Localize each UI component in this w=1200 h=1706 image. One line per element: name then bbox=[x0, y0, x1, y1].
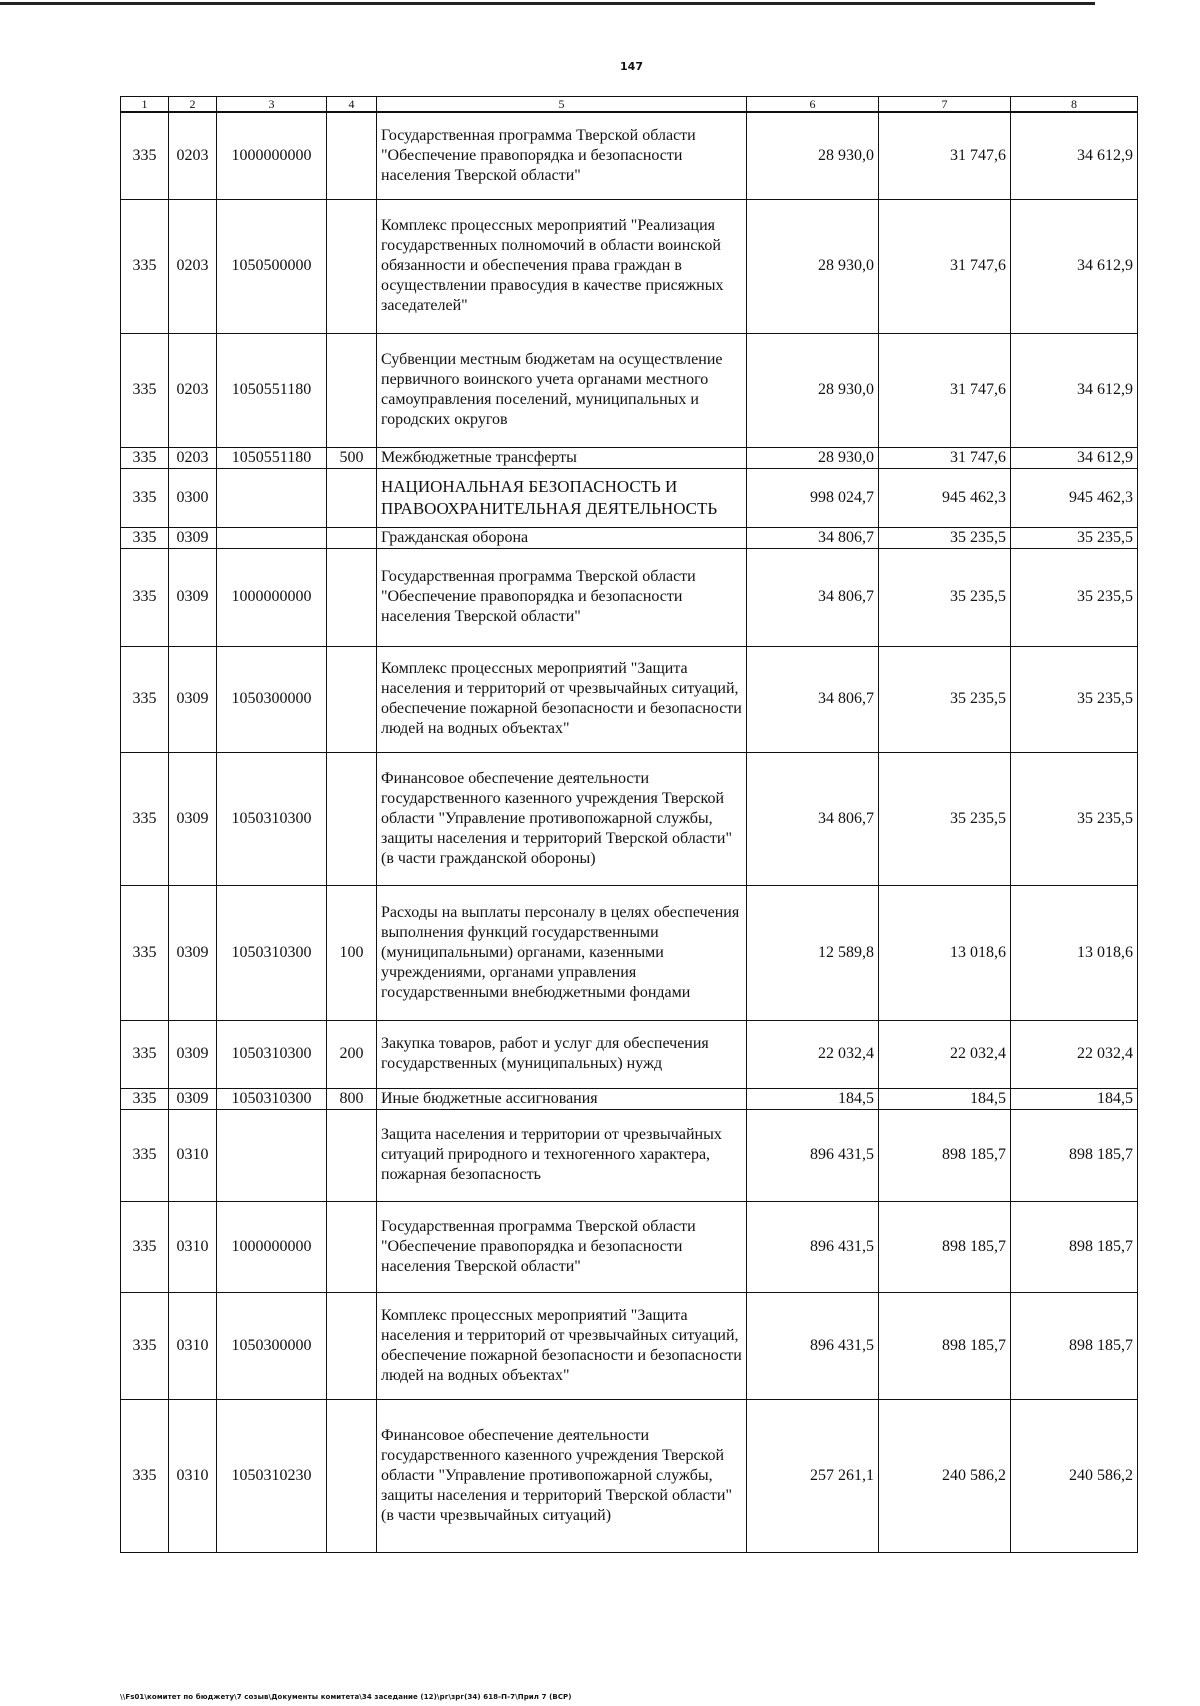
section-code-cell: 0203 bbox=[169, 447, 217, 468]
table-row bbox=[121, 646, 1138, 752]
amount-year2-cell: 35 235,5 bbox=[879, 646, 1011, 752]
table-row bbox=[121, 112, 1138, 199]
table-row bbox=[121, 1201, 1138, 1292]
description-cell: Гражданская оборона bbox=[377, 527, 747, 548]
description-cell: Иные бюджетные ассигнования bbox=[377, 1088, 747, 1109]
section-code-cell: 0203 bbox=[169, 112, 217, 199]
amount-year2-cell: 22 032,4 bbox=[879, 1020, 1011, 1088]
table-row bbox=[121, 447, 1138, 468]
target-code-cell: 1050310230 bbox=[217, 1399, 327, 1552]
amount-year3-cell: 184,5 bbox=[1011, 1088, 1138, 1109]
amount-year3-cell: 898 185,7 bbox=[1011, 1109, 1138, 1201]
admin-code-cell: 335 bbox=[121, 447, 169, 468]
column-header: 4 bbox=[327, 97, 377, 113]
target-code-cell bbox=[217, 527, 327, 548]
expense-type-cell bbox=[327, 548, 377, 646]
admin-code-cell: 335 bbox=[121, 112, 169, 199]
expense-type-cell bbox=[327, 646, 377, 752]
description-cell: Субвенции местным бюджетам на осуществление первичного воинского учета органами местного самоуправления поселений, муниципальных и городских округов bbox=[377, 333, 747, 447]
table-row bbox=[121, 333, 1138, 447]
admin-code-cell: 335 bbox=[121, 1088, 169, 1109]
description-cell: Финансовое обеспечение деятельности государственного казенного учреждения Тверской области "Управление противопожарной службы, защиты населения и территорий Тверской области" (в части чрезвычайных ситуаций) bbox=[377, 1399, 747, 1552]
target-code-cell bbox=[217, 1109, 327, 1201]
admin-code-cell: 335 bbox=[121, 1399, 169, 1552]
amount-year3-cell: 13 018,6 bbox=[1011, 885, 1138, 1020]
expense-type-cell bbox=[327, 199, 377, 333]
amount-year1-cell: 22 032,4 bbox=[747, 1020, 879, 1088]
top-border-line bbox=[0, 2, 1095, 5]
amount-year1-cell: 34 806,7 bbox=[747, 752, 879, 885]
amount-year2-cell: 35 235,5 bbox=[879, 548, 1011, 646]
amount-year3-cell: 34 612,9 bbox=[1011, 199, 1138, 333]
amount-year3-cell: 34 612,9 bbox=[1011, 333, 1138, 447]
section-code-cell: 0310 bbox=[169, 1109, 217, 1201]
amount-year1-cell: 896 431,5 bbox=[747, 1109, 879, 1201]
amount-year3-cell: 35 235,5 bbox=[1011, 752, 1138, 885]
expense-type-cell bbox=[327, 1201, 377, 1292]
target-code-cell: 1050310300 bbox=[217, 1020, 327, 1088]
amount-year2-cell: 184,5 bbox=[879, 1088, 1011, 1109]
budget-table bbox=[120, 96, 1138, 1553]
target-code-cell: 1000000000 bbox=[217, 548, 327, 646]
amount-year2-cell: 35 235,5 bbox=[879, 527, 1011, 548]
expense-type-cell: 200 bbox=[327, 1020, 377, 1088]
expense-type-cell bbox=[327, 468, 377, 527]
amount-year1-cell: 28 930,0 bbox=[747, 333, 879, 447]
amount-year1-cell: 28 930,0 bbox=[747, 112, 879, 199]
section-code-cell: 0203 bbox=[169, 333, 217, 447]
file-path-footer: \\Fs01\комитет по бюджету\7 созыв\Документы комитета\34 заседание (12)\рг\зрг(34) 618-П-7\Прил 7 (ВСР) bbox=[120, 1693, 572, 1701]
amount-year1-cell: 28 930,0 bbox=[747, 199, 879, 333]
table-row bbox=[121, 1088, 1138, 1109]
admin-code-cell: 335 bbox=[121, 752, 169, 885]
admin-code-cell: 335 bbox=[121, 527, 169, 548]
section-code-cell: 0309 bbox=[169, 1020, 217, 1088]
section-code-cell: 0309 bbox=[169, 548, 217, 646]
amount-year3-cell: 240 586,2 bbox=[1011, 1399, 1138, 1552]
amount-year2-cell: 31 747,6 bbox=[879, 112, 1011, 199]
table-row bbox=[121, 527, 1138, 548]
admin-code-cell: 335 bbox=[121, 1292, 169, 1399]
section-code-cell: 0310 bbox=[169, 1201, 217, 1292]
page-number: 147 bbox=[620, 60, 643, 73]
description-cell: Комплекс процессных мероприятий "Защита населения и территорий от чрезвычайных ситуаций, обеспечение пожарной безопасности и безопасности людей на водных объектах" bbox=[377, 646, 747, 752]
amount-year2-cell: 898 185,7 bbox=[879, 1292, 1011, 1399]
table-row bbox=[121, 468, 1138, 527]
amount-year2-cell: 240 586,2 bbox=[879, 1399, 1011, 1552]
target-code-cell: 1050310300 bbox=[217, 1088, 327, 1109]
amount-year1-cell: 28 930,0 bbox=[747, 447, 879, 468]
amount-year3-cell: 898 185,7 bbox=[1011, 1201, 1138, 1292]
table-header-row bbox=[121, 97, 1138, 113]
section-code-cell: 0203 bbox=[169, 199, 217, 333]
description-cell: Защита населения и территории от чрезвычайных ситуаций природного и техногенного характера, пожарная безопасность bbox=[377, 1109, 747, 1201]
description-cell: Межбюджетные трансферты bbox=[377, 447, 747, 468]
amount-year3-cell: 34 612,9 bbox=[1011, 447, 1138, 468]
admin-code-cell: 335 bbox=[121, 646, 169, 752]
expense-type-cell bbox=[327, 1109, 377, 1201]
amount-year1-cell: 998 024,7 bbox=[747, 468, 879, 527]
amount-year2-cell: 35 235,5 bbox=[879, 752, 1011, 885]
expense-type-cell bbox=[327, 1399, 377, 1552]
amount-year3-cell: 35 235,5 bbox=[1011, 646, 1138, 752]
amount-year1-cell: 34 806,7 bbox=[747, 527, 879, 548]
amount-year3-cell: 898 185,7 bbox=[1011, 1292, 1138, 1399]
amount-year2-cell: 31 747,6 bbox=[879, 333, 1011, 447]
amount-year3-cell: 34 612,9 bbox=[1011, 112, 1138, 199]
target-code-cell: 1050300000 bbox=[217, 646, 327, 752]
table-row bbox=[121, 548, 1138, 646]
expense-type-cell bbox=[327, 752, 377, 885]
amount-year1-cell: 896 431,5 bbox=[747, 1201, 879, 1292]
description-cell: Государственная программа Тверской области "Обеспечение правопорядка и безопасности населения Тверской области" bbox=[377, 548, 747, 646]
section-code-cell: 0310 bbox=[169, 1399, 217, 1552]
admin-code-cell: 335 bbox=[121, 885, 169, 1020]
amount-year3-cell: 22 032,4 bbox=[1011, 1020, 1138, 1088]
amount-year1-cell: 34 806,7 bbox=[747, 548, 879, 646]
table-row bbox=[121, 1399, 1138, 1552]
description-cell: Комплекс процессных мероприятий "Защита населения и территорий от чрезвычайных ситуаций, обеспечение пожарной безопасности и безопасности людей на водных объектах" bbox=[377, 1292, 747, 1399]
section-code-cell: 0309 bbox=[169, 527, 217, 548]
target-code-cell: 1050310300 bbox=[217, 752, 327, 885]
description-cell: Комплекс процессных мероприятий "Реализация государственных полномочий в области воинской обязанности и обеспечения права граждан в осуществлении правосудия в качестве присяжных заседателей" bbox=[377, 199, 747, 333]
admin-code-cell: 335 bbox=[121, 1109, 169, 1201]
target-code-cell: 1050310300 bbox=[217, 885, 327, 1020]
column-header: 3 bbox=[217, 97, 327, 113]
section-code-cell: 0310 bbox=[169, 1292, 217, 1399]
admin-code-cell: 335 bbox=[121, 548, 169, 646]
amount-year2-cell: 945 462,3 bbox=[879, 468, 1011, 527]
admin-code-cell: 335 bbox=[121, 333, 169, 447]
target-code-cell: 1050551180 bbox=[217, 447, 327, 468]
amount-year1-cell: 34 806,7 bbox=[747, 646, 879, 752]
section-code-cell: 0309 bbox=[169, 1088, 217, 1109]
target-code-cell: 1000000000 bbox=[217, 112, 327, 199]
expense-type-cell bbox=[327, 527, 377, 548]
amount-year2-cell: 898 185,7 bbox=[879, 1201, 1011, 1292]
target-code-cell: 1050300000 bbox=[217, 1292, 327, 1399]
expense-type-cell: 800 bbox=[327, 1088, 377, 1109]
admin-code-cell: 335 bbox=[121, 199, 169, 333]
table-row bbox=[121, 1292, 1138, 1399]
table-row bbox=[121, 199, 1138, 333]
amount-year1-cell: 896 431,5 bbox=[747, 1292, 879, 1399]
amount-year2-cell: 31 747,6 bbox=[879, 447, 1011, 468]
section-code-cell: 0309 bbox=[169, 752, 217, 885]
section-code-cell: 0300 bbox=[169, 468, 217, 527]
amount-year1-cell: 12 589,8 bbox=[747, 885, 879, 1020]
amount-year2-cell: 31 747,6 bbox=[879, 199, 1011, 333]
expense-type-cell bbox=[327, 333, 377, 447]
description-cell: Расходы на выплаты персоналу в целях обеспечения выполнения функций государственными (муниципальными) органами, казенными учреждениями, органами управления государственными внебюджетными фондами bbox=[377, 885, 747, 1020]
section-code-cell: 0309 bbox=[169, 885, 217, 1020]
admin-code-cell: 335 bbox=[121, 1020, 169, 1088]
description-cell: Государственная программа Тверской области "Обеспечение правопорядка и безопасности населения Тверской области" bbox=[377, 112, 747, 199]
description-cell: Закупка товаров, работ и услуг для обеспечения государственных (муниципальных) нужд bbox=[377, 1020, 747, 1088]
admin-code-cell: 335 bbox=[121, 468, 169, 527]
target-code-cell bbox=[217, 468, 327, 527]
amount-year1-cell: 184,5 bbox=[747, 1088, 879, 1109]
amount-year1-cell: 257 261,1 bbox=[747, 1399, 879, 1552]
column-header: 5 bbox=[377, 97, 747, 113]
amount-year2-cell: 13 018,6 bbox=[879, 885, 1011, 1020]
description-cell: НАЦИОНАЛЬНАЯ БЕЗОПАСНОСТЬ И ПРАВООХРАНИТЕЛЬНАЯ ДЕЯТЕЛЬНОСТЬ bbox=[377, 468, 747, 527]
target-code-cell: 1050500000 bbox=[217, 199, 327, 333]
table-row bbox=[121, 1020, 1138, 1088]
target-code-cell: 1050551180 bbox=[217, 333, 327, 447]
amount-year3-cell: 35 235,5 bbox=[1011, 548, 1138, 646]
description-cell: Государственная программа Тверской области "Обеспечение правопорядка и безопасности населения Тверской области" bbox=[377, 1201, 747, 1292]
section-code-cell: 0309 bbox=[169, 646, 217, 752]
column-header: 1 bbox=[121, 97, 169, 113]
column-header: 2 bbox=[169, 97, 217, 113]
amount-year3-cell: 35 235,5 bbox=[1011, 527, 1138, 548]
target-code-cell: 1000000000 bbox=[217, 1201, 327, 1292]
table-row bbox=[121, 885, 1138, 1020]
table-row bbox=[121, 1109, 1138, 1201]
expense-type-cell: 100 bbox=[327, 885, 377, 1020]
amount-year2-cell: 898 185,7 bbox=[879, 1109, 1011, 1201]
expense-type-cell bbox=[327, 1292, 377, 1399]
description-cell: Финансовое обеспечение деятельности государственного казенного учреждения Тверской области "Управление противопожарной службы, защиты населения и территорий Тверской области" (в части гражданской обороны) bbox=[377, 752, 747, 885]
expense-type-cell bbox=[327, 112, 377, 199]
column-header: 7 bbox=[879, 97, 1011, 113]
column-header: 8 bbox=[1011, 97, 1138, 113]
expense-type-cell: 500 bbox=[327, 447, 377, 468]
table-row bbox=[121, 752, 1138, 885]
column-header: 6 bbox=[747, 97, 879, 113]
admin-code-cell: 335 bbox=[121, 1201, 169, 1292]
amount-year3-cell: 945 462,3 bbox=[1011, 468, 1138, 527]
